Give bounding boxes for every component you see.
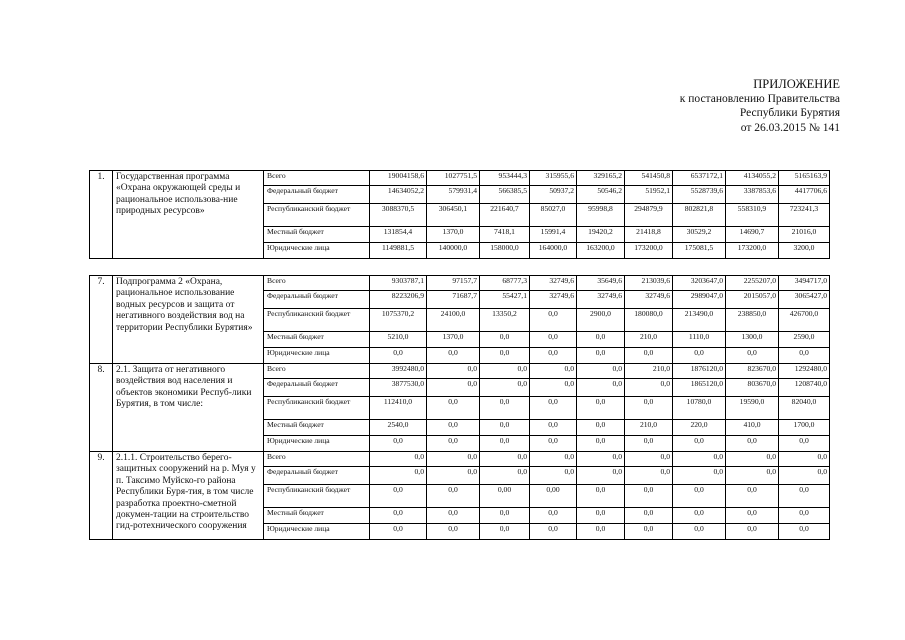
funding-value: 8223206,9 bbox=[370, 291, 427, 309]
funding-source-label: Республиканский бюджет bbox=[264, 309, 370, 332]
funding-value: 0,0 bbox=[427, 420, 480, 436]
row-title: 2.1. Защита от негативного воздействия вод населения и объектов экономики Респуб-лики Бурятия, в том числе: bbox=[113, 364, 264, 452]
funding-value: 1110,0 bbox=[673, 332, 726, 348]
funding-value: 803670,0 bbox=[726, 379, 779, 397]
appendix-line-3: от 26.03.2015 № 141 bbox=[740, 121, 840, 134]
funding-value: 10780,0 bbox=[673, 397, 726, 420]
funding-value: 173200,0 bbox=[625, 243, 673, 259]
funding-value: 213039,6 bbox=[625, 276, 673, 291]
funding-value: 2590,0 bbox=[779, 332, 830, 348]
funding-value: 112410,0 bbox=[370, 397, 427, 420]
funding-source-label: Федеральный бюджет bbox=[264, 379, 370, 397]
funding-value: 315955,6 bbox=[530, 171, 577, 186]
funding-value: 3387853,6 bbox=[726, 186, 779, 204]
funding-value: 0,0 bbox=[427, 508, 480, 524]
program-table bbox=[89, 170, 830, 259]
funding-value: 0,0 bbox=[530, 420, 577, 436]
funding-value: 0,0 bbox=[370, 485, 427, 508]
funding-value: 0,0 bbox=[779, 524, 830, 540]
funding-value: 0,0 bbox=[530, 436, 577, 452]
funding-value: 0,0 bbox=[779, 467, 830, 485]
funding-value: 140000,0 bbox=[427, 243, 480, 259]
appendix-title: ПРИЛОЖЕНИЕ bbox=[753, 77, 840, 91]
funding-value: 32749,6 bbox=[625, 291, 673, 309]
funding-value: 131854,4 bbox=[370, 227, 427, 243]
funding-value: 0,0 bbox=[530, 452, 577, 467]
funding-value: 0,0 bbox=[370, 508, 427, 524]
funding-value: 82040,0 bbox=[779, 397, 830, 420]
funding-value: 0,0 bbox=[625, 452, 673, 467]
funding-value: 163200,0 bbox=[577, 243, 625, 259]
funding-value: 0,0 bbox=[480, 397, 530, 420]
funding-source-label: Местный бюджет bbox=[264, 332, 370, 348]
funding-value: 0,0 bbox=[480, 379, 530, 397]
funding-value: 0,0 bbox=[480, 508, 530, 524]
funding-source-label: Местный бюджет bbox=[264, 227, 370, 243]
funding-value: 0,0 bbox=[427, 379, 480, 397]
funding-value: 823670,0 bbox=[726, 364, 779, 379]
funding-value: 2540,0 bbox=[370, 420, 427, 436]
table-row bbox=[90, 276, 830, 291]
funding-value: 1370,0 bbox=[427, 227, 480, 243]
funding-value: 3065427,0 bbox=[779, 291, 830, 309]
funding-value: 0,0 bbox=[577, 332, 625, 348]
row-title: 2.1.1. Строительство берего-защитных сооружений на р. Муя у п. Таксимо Муйско-го района Республики Буря-тия, в том числе разработка проектно-сметной докумен-тации на строительство гид-ротехнического сооружения bbox=[113, 452, 264, 540]
funding-value: 4134055,2 bbox=[726, 171, 779, 186]
funding-value: 802821,8 bbox=[673, 204, 726, 227]
funding-value: 5210,0 bbox=[370, 332, 427, 348]
funding-value: 0,0 bbox=[480, 524, 530, 540]
funding-value: 2900,0 bbox=[577, 309, 625, 332]
funding-value: 55427,1 bbox=[480, 291, 530, 309]
funding-value: 175081,5 bbox=[673, 243, 726, 259]
funding-value: 0,0 bbox=[673, 508, 726, 524]
funding-value: 0,0 bbox=[577, 397, 625, 420]
funding-value: 35649,6 bbox=[577, 276, 625, 291]
funding-source-label: Всего bbox=[264, 452, 370, 467]
funding-value: 0,0 bbox=[577, 420, 625, 436]
funding-value: 329165,2 bbox=[577, 171, 625, 186]
subprogram-table bbox=[89, 275, 830, 540]
funding-value: 6537172,1 bbox=[673, 171, 726, 186]
funding-value: 164000,0 bbox=[530, 243, 577, 259]
funding-value: 210,0 bbox=[625, 364, 673, 379]
funding-source-label: Местный бюджет bbox=[264, 508, 370, 524]
funding-source-label: Федеральный бюджет bbox=[264, 186, 370, 204]
funding-value: 0,0 bbox=[625, 508, 673, 524]
funding-value: 32749,6 bbox=[530, 276, 577, 291]
funding-value: 0,0 bbox=[779, 436, 830, 452]
funding-value: 294879,9 bbox=[625, 204, 673, 227]
funding-value: 15991,4 bbox=[530, 227, 577, 243]
appendix-line-2: Республики Бурятия bbox=[739, 107, 840, 119]
funding-value: 30529,2 bbox=[673, 227, 726, 243]
funding-value: 221640,7 bbox=[480, 204, 530, 227]
row-number: 7. bbox=[90, 276, 113, 364]
funding-source-label: Юридические лица bbox=[264, 524, 370, 540]
funding-value: 0,0 bbox=[625, 467, 673, 485]
funding-value: 0,0 bbox=[370, 348, 427, 364]
funding-value: 3203647,0 bbox=[673, 276, 726, 291]
funding-value: 3992480,0 bbox=[370, 364, 427, 379]
funding-value: 32749,6 bbox=[577, 291, 625, 309]
funding-value: 1027751,5 bbox=[427, 171, 480, 186]
funding-value: 0,0 bbox=[577, 485, 625, 508]
funding-value: 0,0 bbox=[726, 508, 779, 524]
funding-source-label: Всего bbox=[264, 364, 370, 379]
funding-value: 19004158,6 bbox=[370, 171, 427, 186]
funding-value: 19420,2 bbox=[577, 227, 625, 243]
funding-value: 0,0 bbox=[480, 436, 530, 452]
funding-source-label: Всего bbox=[264, 171, 370, 186]
funding-value: 3200,0 bbox=[779, 243, 830, 259]
funding-value: 238850,0 bbox=[726, 309, 779, 332]
funding-value: 24100,0 bbox=[427, 309, 480, 332]
funding-value: 95998,8 bbox=[577, 204, 625, 227]
funding-value: 220,0 bbox=[673, 420, 726, 436]
funding-value: 0,0 bbox=[726, 348, 779, 364]
funding-value: 0,0 bbox=[530, 508, 577, 524]
funding-source-label: Республиканский бюджет bbox=[264, 204, 370, 227]
funding-value: 0,0 bbox=[625, 524, 673, 540]
funding-value: 1292480,0 bbox=[779, 364, 830, 379]
funding-value: 0,0 bbox=[530, 397, 577, 420]
funding-value: 213490,0 bbox=[673, 309, 726, 332]
funding-value: 0,0 bbox=[530, 364, 577, 379]
funding-value: 0,0 bbox=[726, 467, 779, 485]
funding-value: 71687,7 bbox=[427, 291, 480, 309]
funding-value: 0,0 bbox=[726, 436, 779, 452]
funding-value: 0,0 bbox=[427, 485, 480, 508]
funding-value: 0,0 bbox=[480, 452, 530, 467]
funding-value: 0,0 bbox=[370, 467, 427, 485]
funding-value: 0,0 bbox=[577, 452, 625, 467]
funding-value: 5165163,9 bbox=[779, 171, 830, 186]
document-header bbox=[680, 77, 840, 135]
funding-value: 97157,7 bbox=[427, 276, 480, 291]
funding-value: 0,0 bbox=[577, 508, 625, 524]
funding-value: 3494717,0 bbox=[779, 276, 830, 291]
funding-value: 2989047,0 bbox=[673, 291, 726, 309]
funding-value: 0,0 bbox=[427, 364, 480, 379]
funding-value: 953444,3 bbox=[480, 171, 530, 186]
funding-value: 173200,0 bbox=[726, 243, 779, 259]
funding-value: 1370,0 bbox=[427, 332, 480, 348]
funding-value: 1865120,0 bbox=[673, 379, 726, 397]
funding-value: 0,0 bbox=[530, 524, 577, 540]
funding-value: 0,0 bbox=[577, 467, 625, 485]
funding-value: 0,0 bbox=[673, 452, 726, 467]
funding-value: 2015057,0 bbox=[726, 291, 779, 309]
funding-value: 2255207,0 bbox=[726, 276, 779, 291]
table-row bbox=[90, 452, 830, 467]
funding-value: 14634052,2 bbox=[370, 186, 427, 204]
funding-value: 410,0 bbox=[726, 420, 779, 436]
funding-value: 4417706,6 bbox=[779, 186, 830, 204]
funding-value: 32749,6 bbox=[530, 291, 577, 309]
funding-source-label: Всего bbox=[264, 276, 370, 291]
funding-value: 0,0 bbox=[625, 436, 673, 452]
funding-value: 0,0 bbox=[530, 348, 577, 364]
funding-value: 0,0 bbox=[726, 485, 779, 508]
funding-source-label: Федеральный бюджет bbox=[264, 291, 370, 309]
funding-value: 0,0 bbox=[673, 467, 726, 485]
funding-source-label: Федеральный бюджет bbox=[264, 467, 370, 485]
funding-source-label: Юридические лица bbox=[264, 243, 370, 259]
funding-value: 0,0 bbox=[779, 508, 830, 524]
funding-value: 68777,3 bbox=[480, 276, 530, 291]
funding-value: 723241,3 bbox=[779, 204, 830, 227]
funding-value: 3088370,5 bbox=[370, 204, 427, 227]
funding-value: 51952,1 bbox=[625, 186, 673, 204]
funding-value: 180080,0 bbox=[625, 309, 673, 332]
funding-value: 1149881,5 bbox=[370, 243, 427, 259]
funding-value: 19590,0 bbox=[726, 397, 779, 420]
funding-value: 158000,0 bbox=[480, 243, 530, 259]
funding-value: 0,0 bbox=[577, 364, 625, 379]
funding-value: 0,0 bbox=[480, 332, 530, 348]
funding-value: 0,0 bbox=[625, 397, 673, 420]
funding-value: 0,0 bbox=[577, 379, 625, 397]
funding-value: 541450,8 bbox=[625, 171, 673, 186]
funding-value: 0,0 bbox=[577, 524, 625, 540]
funding-value: 1876120,0 bbox=[673, 364, 726, 379]
funding-value: 21418,8 bbox=[625, 227, 673, 243]
funding-value: 0,0 bbox=[427, 348, 480, 364]
funding-value: 1300,0 bbox=[726, 332, 779, 348]
funding-value: 306450,1 bbox=[427, 204, 480, 227]
funding-value: 0,0 bbox=[625, 485, 673, 508]
funding-value: 210,0 bbox=[625, 420, 673, 436]
funding-value: 0,0 bbox=[370, 452, 427, 467]
funding-value: 426700,0 bbox=[779, 309, 830, 332]
funding-value: 1075370,2 bbox=[370, 309, 427, 332]
funding-value: 0,0 bbox=[530, 309, 577, 332]
table-row bbox=[90, 364, 830, 379]
funding-value: 0,0 bbox=[779, 452, 830, 467]
funding-value: 0,0 bbox=[625, 348, 673, 364]
funding-value: 9303787,1 bbox=[370, 276, 427, 291]
funding-value: 0,0 bbox=[480, 467, 530, 485]
funding-value: 0,0 bbox=[480, 420, 530, 436]
funding-source-label: Республиканский бюджет bbox=[264, 485, 370, 508]
funding-value: 0,0 bbox=[673, 348, 726, 364]
funding-value: 579931,4 bbox=[427, 186, 480, 204]
funding-value: 0,0 bbox=[370, 436, 427, 452]
funding-value: 7418,1 bbox=[480, 227, 530, 243]
funding-value: 0,00 bbox=[530, 485, 577, 508]
funding-source-label: Юридические лица bbox=[264, 436, 370, 452]
funding-value: 1700,0 bbox=[779, 420, 830, 436]
funding-value: 0,0 bbox=[726, 452, 779, 467]
funding-source-label: Местный бюджет bbox=[264, 420, 370, 436]
row-title: Подпрограмма 2 «Охрана, рациональное использование водных ресурсов и защита от негативного воздействия вод на территории Республики Бурятия» bbox=[113, 276, 264, 364]
funding-value: 14690,7 bbox=[726, 227, 779, 243]
funding-value: 0,0 bbox=[427, 452, 480, 467]
funding-value: 3877530,0 bbox=[370, 379, 427, 397]
row-title: Государственная программа «Охрана окружающей среды и рациональное использова-ние природных ресурсов» bbox=[113, 171, 264, 259]
funding-value: 5528739,6 bbox=[673, 186, 726, 204]
funding-value: 566385,5 bbox=[480, 186, 530, 204]
funding-value: 50546,2 bbox=[577, 186, 625, 204]
funding-value: 0,0 bbox=[625, 379, 673, 397]
funding-value: 0,0 bbox=[427, 436, 480, 452]
funding-value: 0,0 bbox=[530, 467, 577, 485]
funding-value: 0,0 bbox=[577, 348, 625, 364]
funding-value: 0,0 bbox=[370, 524, 427, 540]
funding-value: 0,0 bbox=[726, 524, 779, 540]
funding-value: 0,0 bbox=[480, 348, 530, 364]
funding-value: 13350,2 bbox=[480, 309, 530, 332]
funding-value: 0,0 bbox=[779, 485, 830, 508]
funding-value: 0,00 bbox=[480, 485, 530, 508]
funding-source-label: Юридические лица bbox=[264, 348, 370, 364]
funding-value: 0,0 bbox=[577, 436, 625, 452]
funding-value: 0,0 bbox=[427, 467, 480, 485]
funding-value: 0,0 bbox=[779, 348, 830, 364]
funding-value: 0,0 bbox=[427, 524, 480, 540]
funding-value: 21016,0 bbox=[779, 227, 830, 243]
funding-value: 1208740,0 bbox=[779, 379, 830, 397]
row-number: 1. bbox=[90, 171, 113, 259]
row-number: 8. bbox=[90, 364, 113, 452]
funding-value: 0,0 bbox=[427, 397, 480, 420]
funding-value: 50937,2 bbox=[530, 186, 577, 204]
table-row bbox=[90, 171, 830, 186]
funding-value: 85027,0 bbox=[530, 204, 577, 227]
funding-value: 0,0 bbox=[530, 379, 577, 397]
row-number: 9. bbox=[90, 452, 113, 540]
funding-value: 558310,9 bbox=[726, 204, 779, 227]
funding-value: 210,0 bbox=[625, 332, 673, 348]
funding-value: 0,0 bbox=[673, 436, 726, 452]
funding-value: 0,0 bbox=[530, 332, 577, 348]
funding-value: 0,0 bbox=[673, 485, 726, 508]
funding-value: 0,0 bbox=[673, 524, 726, 540]
funding-value: 0,0 bbox=[480, 364, 530, 379]
appendix-line-1: к постановлению Правительства bbox=[679, 92, 840, 105]
funding-source-label: Республиканский бюджет bbox=[264, 397, 370, 420]
